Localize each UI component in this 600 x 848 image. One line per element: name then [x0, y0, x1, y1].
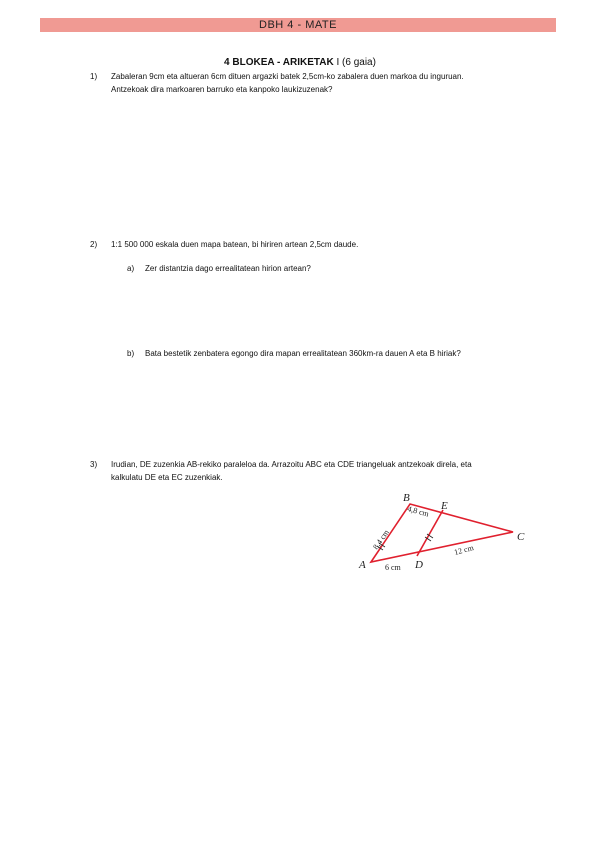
page-title-rest: I (6 gaia) — [333, 57, 376, 68]
subquestion-label: b) — [127, 349, 135, 358]
length-label-dc: 12 cm — [453, 543, 475, 557]
question-text — [111, 70, 571, 96]
length-label-ab: 8,4 cm — [371, 528, 391, 552]
question-text: 1:1 500 000 eskala duen mapa batean, bi hiriren artean 2,5cm daude. — [111, 240, 359, 249]
question-line: Irudian, DE zuzenkia AB-rekiko paraleloa da. Arrazoitu ABC eta CDE triangeluak antzekoak direla, eta — [111, 460, 472, 469]
page-title-bold: 4 BLOKEA - ARIKETAK — [224, 57, 334, 68]
point-label-d: D — [415, 559, 423, 571]
length-label-ad: 6 cm — [385, 563, 401, 572]
question-number: 1) — [90, 72, 98, 81]
question-number: 3) — [90, 460, 98, 469]
header-bar — [40, 18, 556, 32]
page-title — [0, 57, 600, 68]
question-number: 2) — [90, 240, 98, 249]
triangle-figure — [355, 488, 535, 578]
subquestion-text: Bata bestetik zenbatera egongo dira mapan errealitatean 360km-ra dauen A eta B hiriak? — [145, 349, 461, 358]
question-1 — [90, 70, 570, 100]
question-3 — [90, 458, 570, 488]
point-label-b: B — [403, 492, 410, 504]
question-2 — [90, 238, 570, 252]
point-label-e: E — [441, 500, 448, 512]
question-line: kalkulatu DE eta EC zuzenkiak. — [111, 473, 223, 482]
point-label-a: A — [359, 559, 366, 571]
length-label-be: 4,8 cm — [406, 504, 430, 519]
question-text — [111, 458, 571, 484]
subquestion-a — [127, 263, 527, 275]
course-title: DBH 4 - MATE — [259, 19, 337, 31]
question-line: Zabaleran 9cm eta altueran 6cm dituen argazki batek 2,5cm-ko zabalera duen markoa du inguruan. — [111, 72, 464, 81]
question-line: Antzekoak dira markoaren barruko eta kanpoko laukizuzenak? — [111, 85, 333, 94]
subquestion-text: Zer distantzia dago errealitatean hirion artean? — [145, 264, 311, 273]
subquestion-b — [127, 348, 547, 360]
subquestion-label: a) — [127, 264, 135, 273]
point-label-c: C — [517, 531, 525, 543]
